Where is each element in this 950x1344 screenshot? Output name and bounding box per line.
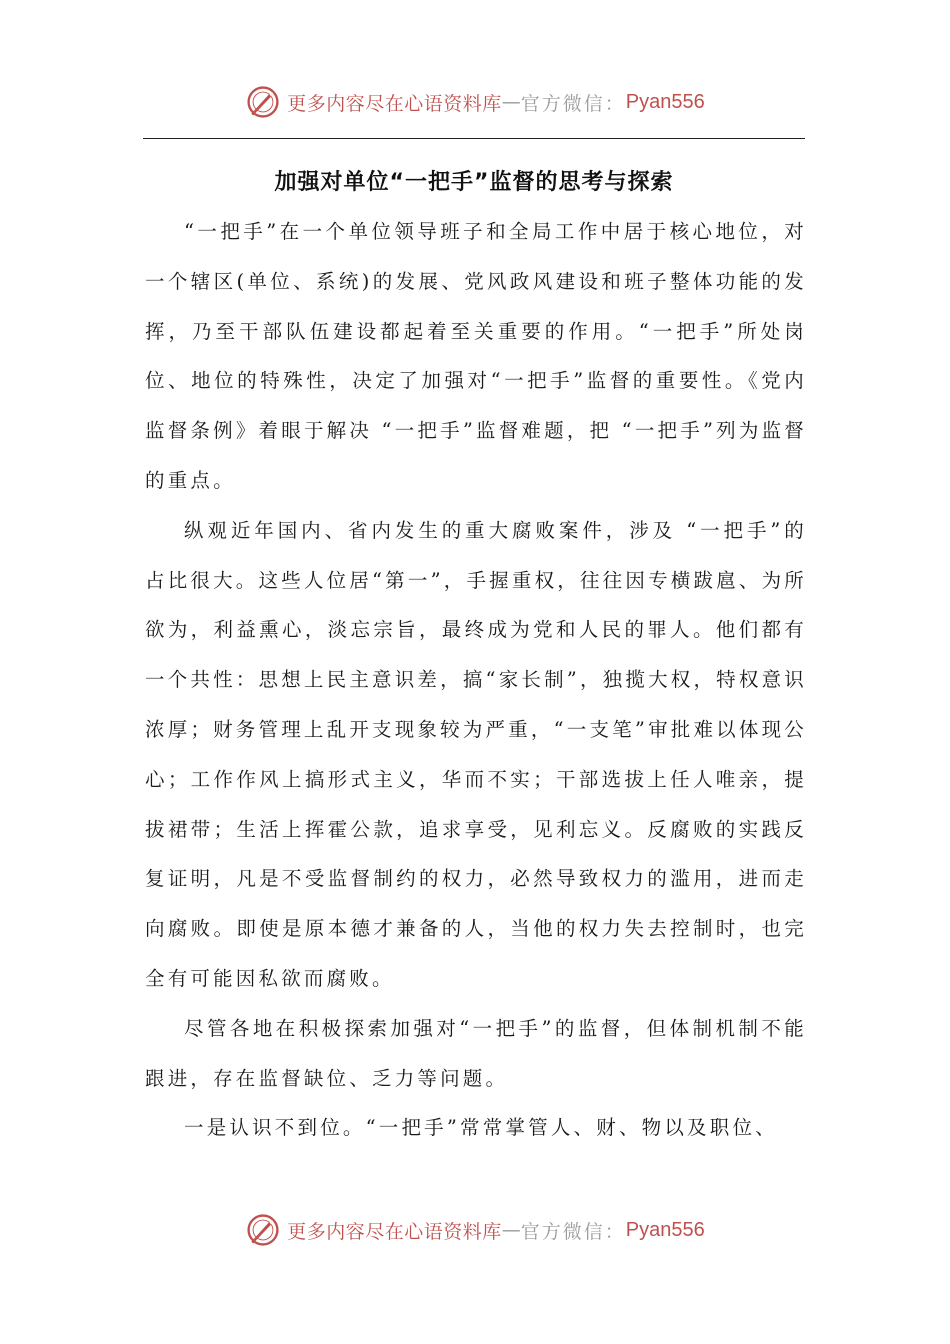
header-brand-text: 更多内容尽在心语资料库 [287, 92, 502, 115]
body-paragraph-2: 纵观近年国内、省内发生的重大腐败案件，涉及 “一把手”的占比很大。这些人位居“第一”，手握重权，往往因专横跋扈、为所欲为，利益熏心，淡忘宗旨，最终成为党和人民的罪人。他们都有一个共性：思想上民主意识差，搞“家长制”，独揽大权，特权意识浓厚；财务管理上乱开支现象较为严重，“一支笔”审批难以体现公心；工作作风上搞形式主义，华而不实；干部选拔上任人唯亲，提拔裙带；生活上挥霍公款，追求享受，见利忘义。反腐败的实践反复证明，凡是不受监督制约的权力，必然导致权力的滥用，进而走向腐败。即使是原本德才兼备的人，当他的权力失去控制时，也完全有可能因私欲而腐败。 [145, 518, 807, 990]
footer-brand-text: 更多内容尽在心语资料库 [287, 1220, 502, 1243]
body-paragraph-3: 尽管各地在积极探索加强对“一把手”的监督，但体制机制不能跟进，存在监督缺位、乏力等问题。 [145, 1016, 807, 1090]
document-body [145, 207, 807, 1153]
footer-separator: — [501, 1219, 521, 1241]
pen-logo-icon [245, 1212, 281, 1248]
footer-wechat-label: 官方微信： [520, 1220, 626, 1243]
header-wechat-id: Pyan556 [625, 90, 705, 113]
footer-banner [0, 1208, 950, 1252]
pen-logo-icon [245, 84, 281, 120]
document-title: 加强对单位“一把手”监督的思考与探索 [274, 170, 674, 195]
body-paragraph-1: “一把手”在一个单位领导班子和全局工作中居于核心地位，对一个辖区(单位、系统)的发展、党风政风建设和班子整体功能的发挥，乃至干部队伍建设都起着至关重要的作用。“一把手”所处岗位、地位的特殊性，决定了加强对“一把手”监督的重要性。《党内监督条例》着眼于解决 “一把手”监督难题，把 “一把手”列为监督的重点。 [145, 220, 807, 492]
header-wechat-label: 官方微信： [520, 92, 626, 115]
body-paragraph-4: 一是认识不到位。“一把手”常常掌管人、财、物以及职位、 [184, 1116, 778, 1140]
header-banner [0, 80, 950, 124]
header-separator: — [501, 91, 521, 113]
header-divider [143, 138, 805, 139]
footer-wechat-id: Pyan556 [625, 1218, 705, 1241]
